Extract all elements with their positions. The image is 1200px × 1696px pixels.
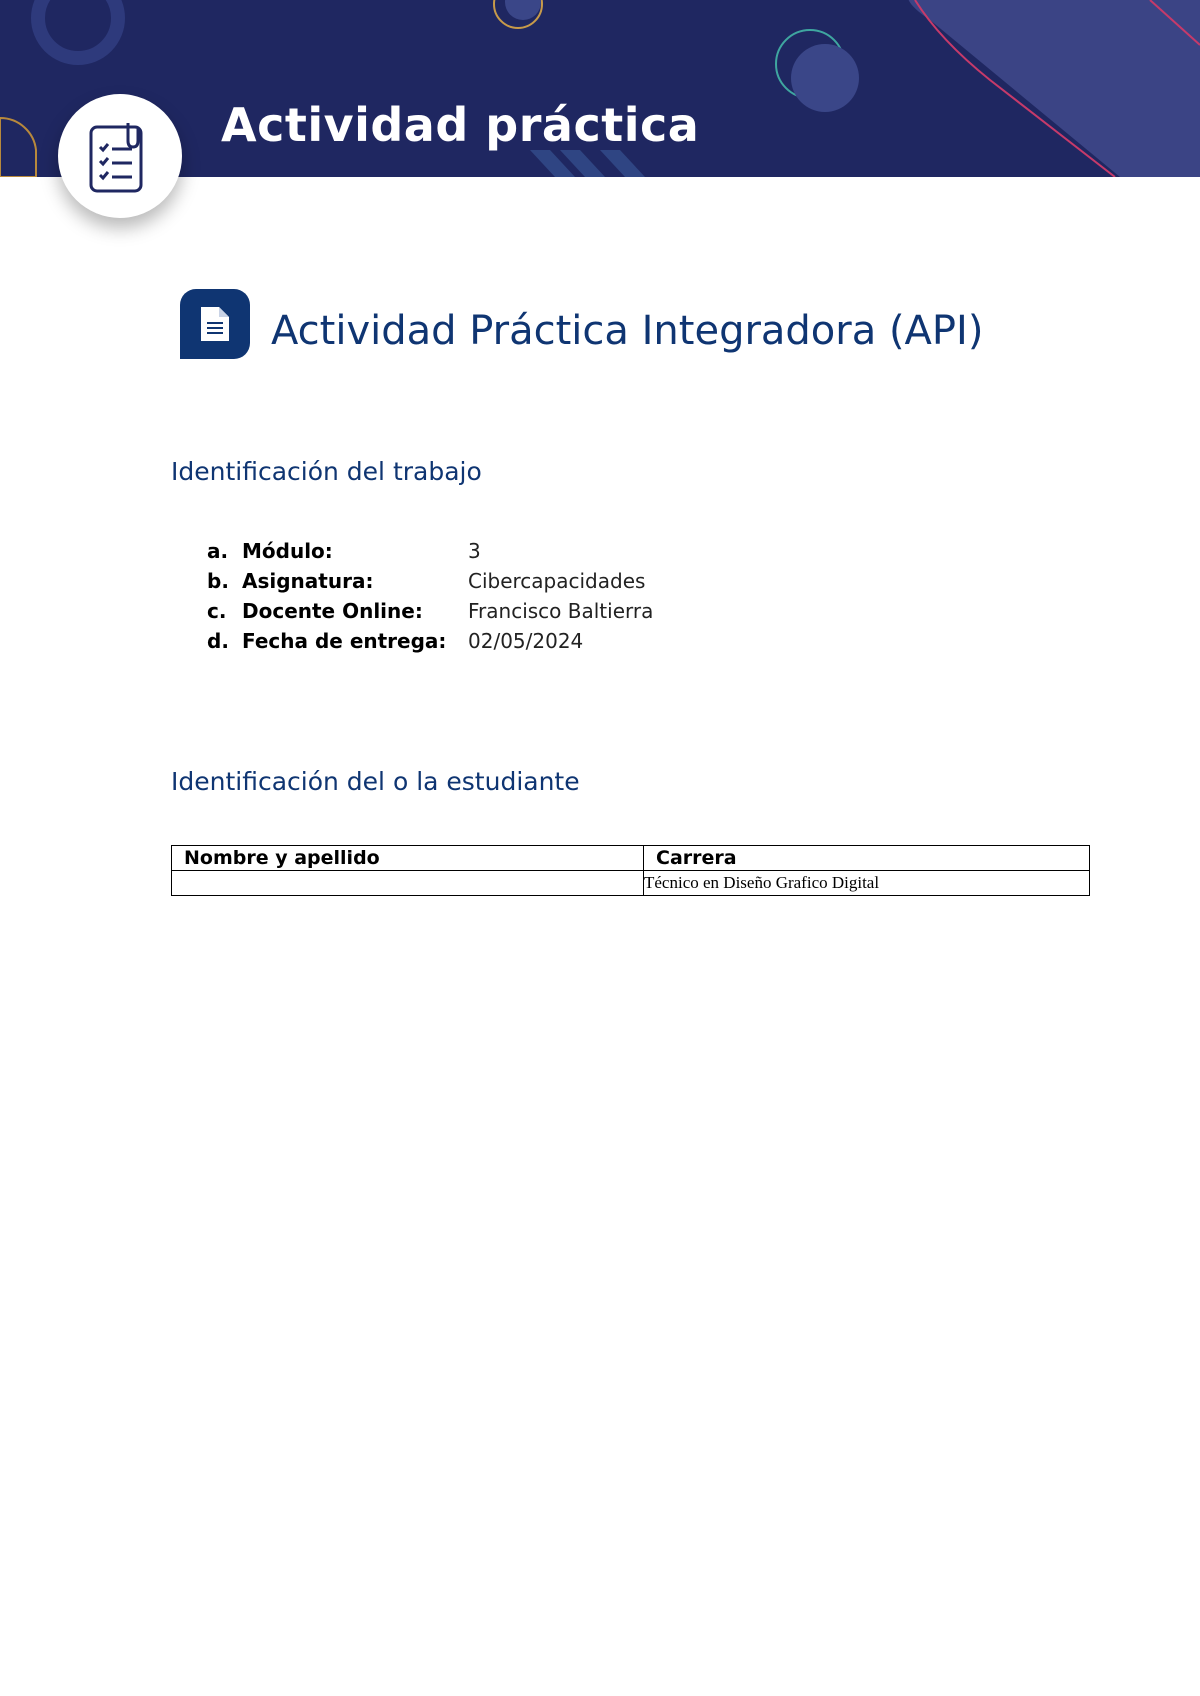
- list-letter: b.: [207, 569, 229, 593]
- teacher-value: Francisco Baltierra: [468, 599, 654, 623]
- checklist-clipboard-icon: [88, 119, 150, 195]
- module-label: Módulo:: [242, 539, 333, 563]
- column-header-career: Carrera: [644, 846, 1090, 871]
- list-letter: a.: [207, 539, 229, 563]
- student-career-cell[interactable]: Técnico en Diseño Grafico Digital: [644, 871, 1090, 896]
- list-letter: d.: [207, 629, 229, 653]
- document-title: Actividad Práctica Integradora (API): [271, 308, 984, 354]
- list-letter: c.: [207, 599, 227, 623]
- work-identification-heading: Identificación del trabajo: [171, 457, 482, 486]
- subject-value: Cibercapacidades: [468, 569, 646, 593]
- document-icon: [199, 305, 231, 343]
- column-header-name: Nombre y apellido: [172, 846, 644, 871]
- due-date-label: Fecha de entrega:: [242, 629, 447, 653]
- due-date-value: 02/05/2024: [468, 629, 584, 653]
- student-identification-heading: Identificación del o la estudiante: [171, 767, 580, 796]
- document-heading: [180, 288, 983, 360]
- subject-label: Asignatura:: [242, 569, 374, 593]
- document-icon-badge: [180, 289, 250, 359]
- student-table: [171, 845, 1090, 896]
- table-row: [172, 871, 1090, 896]
- student-name-cell[interactable]: [172, 871, 644, 896]
- banner-badge: [58, 94, 182, 218]
- module-value: 3: [468, 539, 481, 563]
- table-header-row: [172, 846, 1090, 871]
- teacher-label: Docente Online:: [242, 599, 423, 623]
- banner-title: Actividad práctica: [221, 98, 700, 152]
